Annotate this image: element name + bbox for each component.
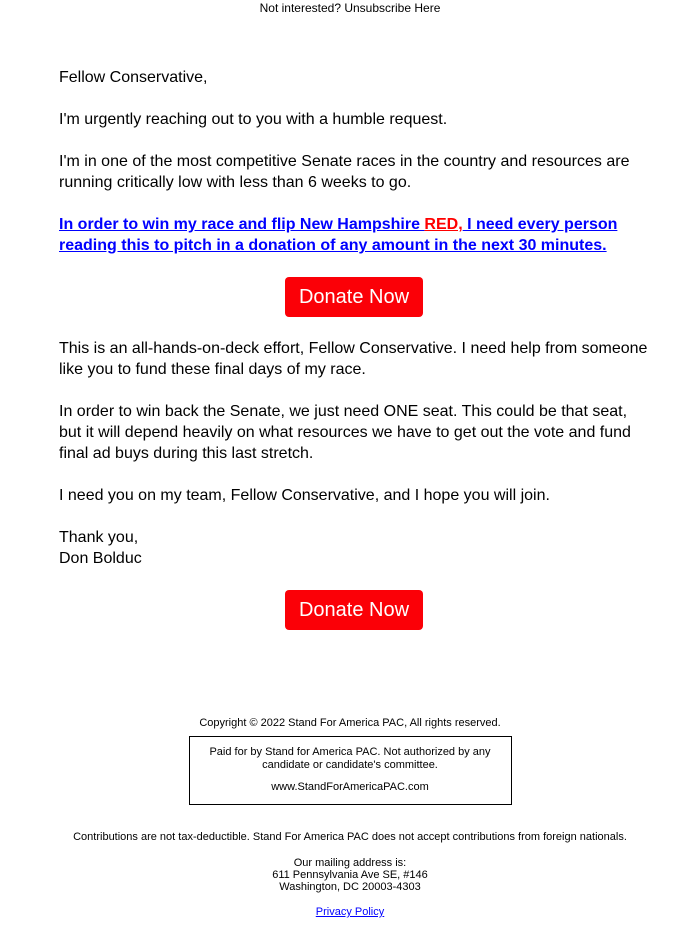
signature — [59, 527, 649, 569]
email-footer — [0, 716, 700, 919]
signature-name: Don Bolduc — [59, 550, 142, 567]
donate-button-wrap-bottom — [59, 590, 649, 630]
email-content — [59, 67, 649, 630]
greeting: Fellow Conservative, — [59, 69, 208, 86]
mailing-address-intro: Our mailing address is: — [293, 857, 407, 869]
paragraph-all-hands: This is an all-hands-on-deck effort, Fellow Conservative. I need help from someone like you to fund these final days of my race. — [59, 340, 648, 378]
unsubscribe-line — [0, 0, 700, 15]
paid-for-text: Paid for by Stand for America PAC. Not authorized by any candidate or candidate's committee. — [209, 746, 491, 771]
unsubscribe-link[interactable]: Unsubscribe Here — [344, 1, 441, 15]
donate-now-button-bottom[interactable]: Donate Now — [285, 590, 423, 630]
paid-for-disclaimer-box — [189, 736, 512, 805]
cta-link-paragraph[interactable]: In order to win my race and flip New Hampshire RED, I need every person reading this to pitch in a donation of any amount in the next 30 minutes. — [59, 216, 618, 254]
paragraph-request: I'm urgently reaching out to you with a humble request. — [59, 111, 448, 128]
signature-thanks: Thank you, — [59, 529, 139, 546]
contributions-note: Contributions are not tax-deductible. Stand For America PAC does not accept contributions from foreign nationals. — [73, 831, 627, 843]
paragraph-race-status: I'm in one of the most competitive Senate races in the country and resources are running critically low with less than 6 weeks to go. — [59, 153, 630, 191]
donate-now-button-top[interactable]: Donate Now — [285, 277, 423, 317]
donate-button-wrap-top — [59, 277, 649, 317]
unsubscribe-prefix: Not interested? — [259, 1, 345, 15]
mailing-address-street: 611 Pennsylvania Ave SE, #146 — [272, 869, 428, 881]
paragraph-one-seat: In order to win back the Senate, we just need ONE seat. This could be that seat, but it will depend heavily on what resources we have to get out the vote and fund final ad buys during this last stretch. — [59, 403, 631, 462]
privacy-policy-line — [0, 905, 700, 919]
mailing-address-city: Washington, DC 20003-4303 — [279, 881, 421, 893]
website-url: www.StandForAmericaPAC.com — [271, 781, 429, 793]
privacy-policy-link[interactable]: Privacy Policy — [315, 906, 385, 918]
copyright-line: Copyright © 2022 Stand For America PAC, All rights reserved. — [199, 717, 501, 729]
paragraph-join-team: I need you on my team, Fellow Conservative, and I hope you will join. — [59, 487, 550, 504]
mailing-address — [0, 857, 700, 893]
